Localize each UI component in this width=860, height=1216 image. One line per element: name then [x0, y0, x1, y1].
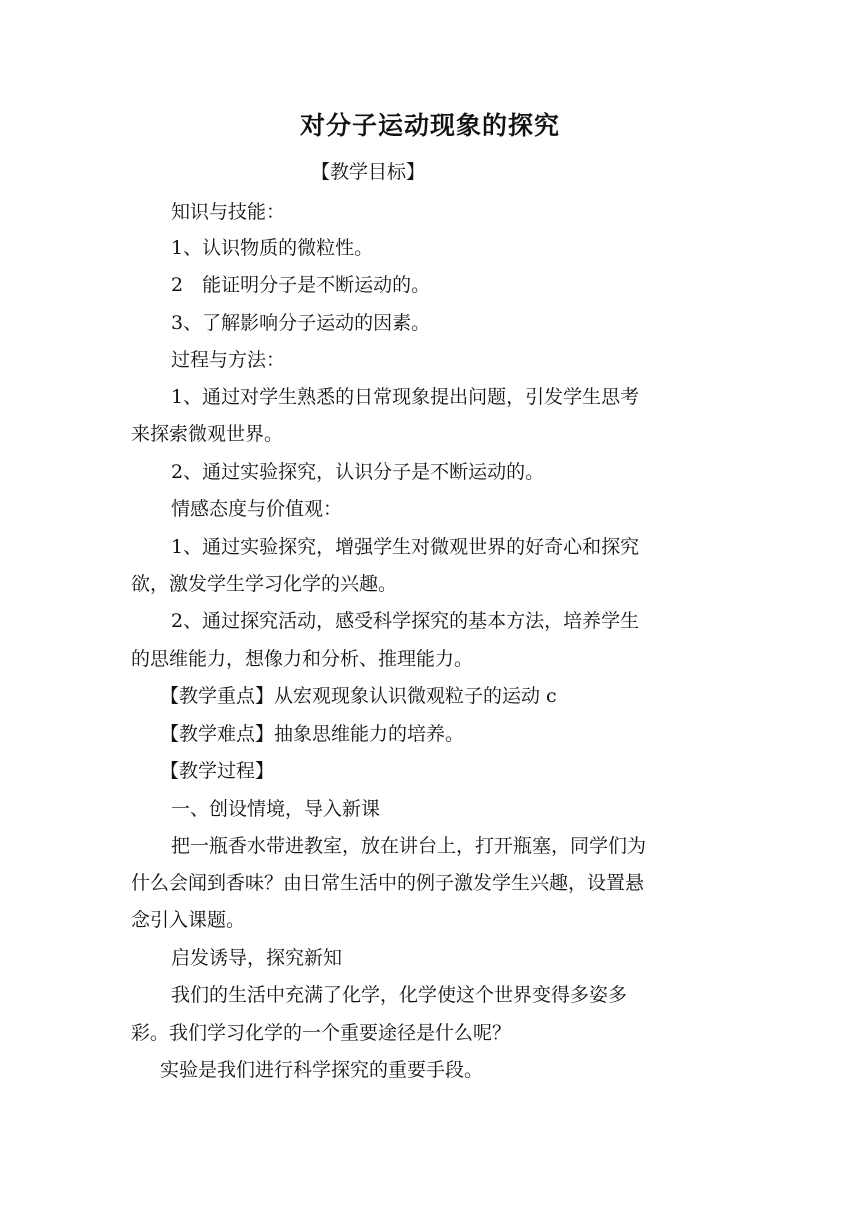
paragraph-line: 过程与方法： — [171, 349, 286, 371]
paragraph-line: 一、创设情境，导入新课 — [171, 798, 381, 820]
section-heading-process: 【教学过程】 — [160, 760, 275, 782]
paragraph-line: 启发诱导，探究新知 — [171, 947, 343, 969]
paragraph-line: 1、认识物质的微粒性。 — [171, 237, 374, 259]
document-title: 对分子运动现象的探究 — [299, 111, 560, 140]
paragraph-line: 情感态度与价值观： — [171, 498, 343, 520]
paragraph-line: 3、了解影响分子运动的因素。 — [171, 312, 431, 334]
paragraph-line: 2、通过探究活动，感受科学探究的基本方法，培养学生 — [171, 610, 640, 632]
paragraph-line: 知识与技能： — [171, 201, 286, 223]
paragraph-line: 实验是我们进行科学探究的重要手段。 — [160, 1059, 484, 1081]
paragraph-line: 什么会闻到香味？由日常生活中的例子激发学生兴趣，设置悬 — [131, 872, 645, 894]
paragraph-line: 2 能证明分子是不断运动的。 — [171, 274, 431, 296]
section-heading-objectives: 【教学目标】 — [311, 161, 426, 183]
paragraph-line: 2、通过实验探究，认识分子是不断运动的。 — [171, 461, 545, 483]
paragraph-line: 来探索微观世界。 — [131, 423, 284, 445]
section-heading-difficulty: 【教学难点】抽象思维能力的培养。 — [160, 723, 465, 745]
paragraph-line: 1、通过实验探究，增强学生对微观世界的好奇心和探究 — [171, 536, 640, 558]
paragraph-line: 念引入课题。 — [131, 909, 246, 931]
paragraph-line: 1、通过对学生熟悉的日常现象提出问题，引发学生思考 — [171, 386, 640, 408]
paragraph-line: 彩。我们学习化学的一个重要途径是什么呢？ — [131, 1022, 512, 1044]
paragraph-line: 的思维能力，想像力和分析、推理能力。 — [131, 648, 474, 670]
paragraph-line: 欲，激发学生学习化学的兴趣。 — [131, 573, 398, 595]
section-heading-key-point: 【教学重点】从宏观现象认识微观粒子的运动 c — [160, 685, 557, 707]
paragraph-line: 我们的生活中充满了化学，化学使这个世界变得多姿多 — [171, 984, 628, 1006]
paragraph-line: 把一瓶香水带进教室，放在讲台上，打开瓶塞，同学们为 — [171, 835, 647, 857]
